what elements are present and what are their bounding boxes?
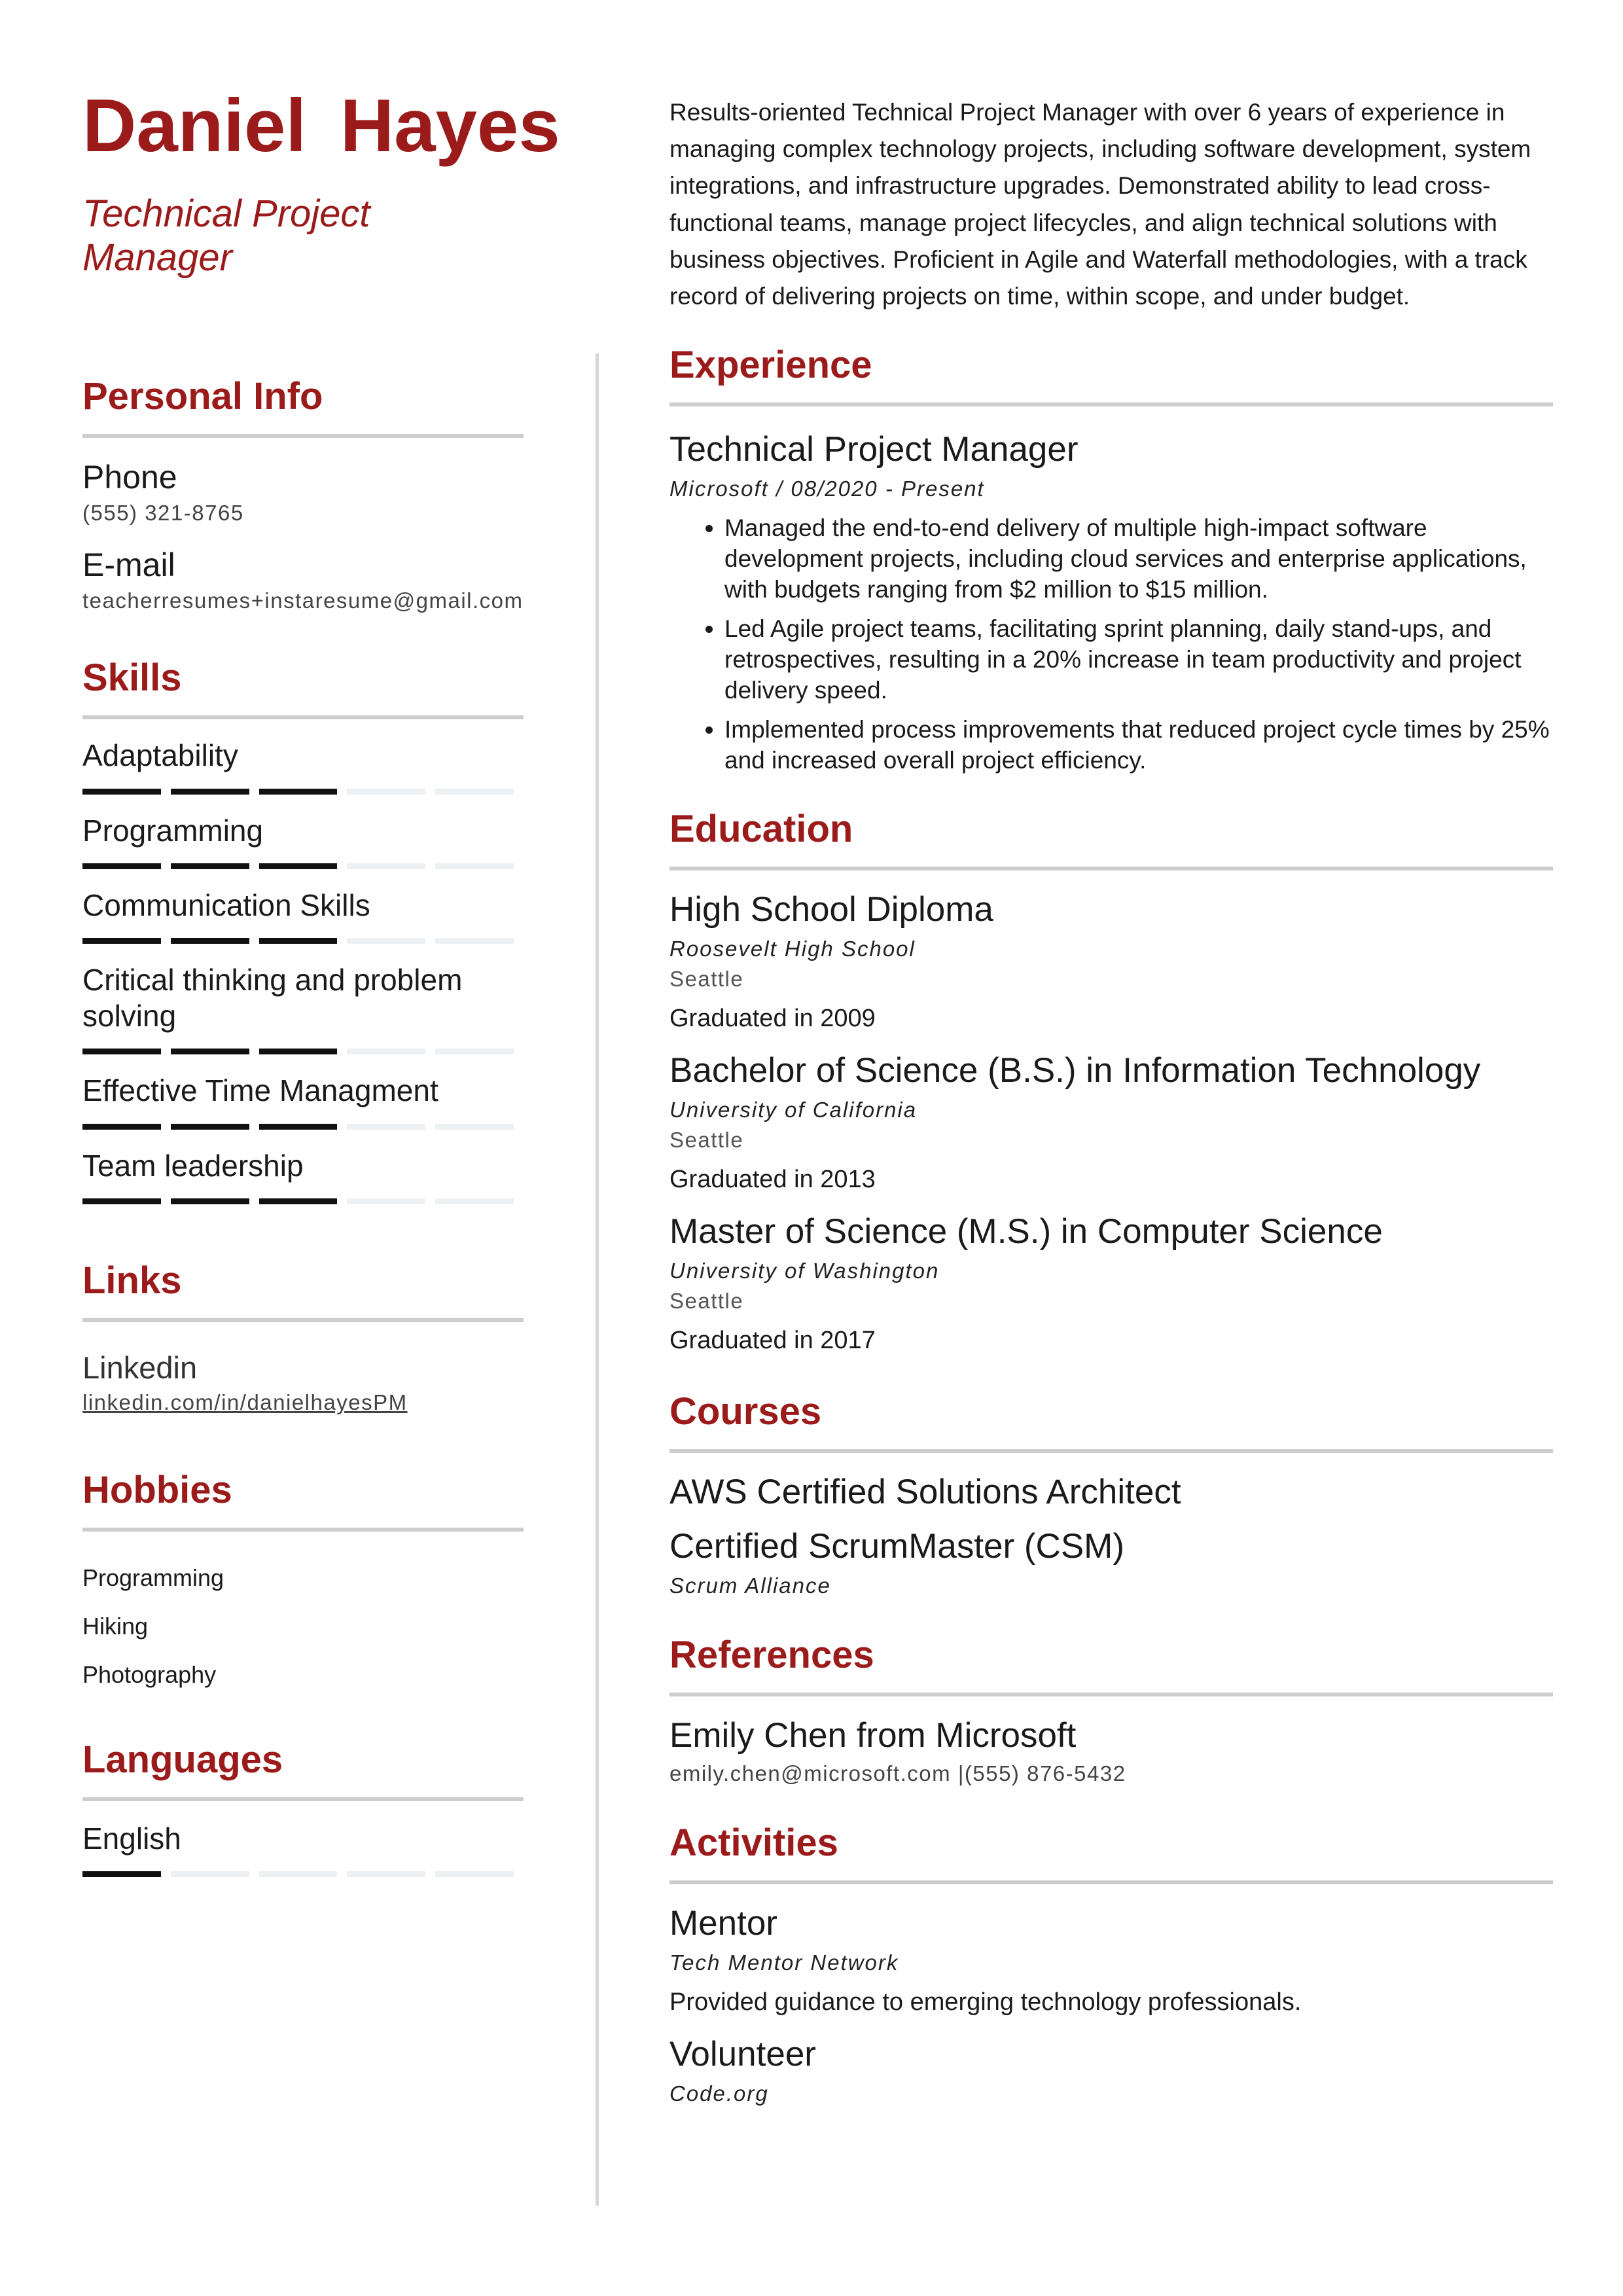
skill-item [82,738,524,794]
section-rule [669,867,1553,870]
skill-level-segment [82,1124,161,1130]
linkedin-label: Linkedin [82,1350,198,1385]
skill-level-segment [171,938,249,944]
skill-level-meter [82,1124,524,1130]
skill-level-segment [435,1049,514,1054]
skill-level-meter [82,938,524,944]
section-heading: Activities [669,1821,838,1864]
course-name: AWS Certified Solutions Architect [669,1473,1181,1512]
section-heading: Languages [82,1738,283,1782]
school: University of California [669,1098,918,1122]
job-title: Technical Project Manager [669,430,1079,469]
skill-level-segment [82,1049,161,1054]
education-entry [669,1212,1553,1355]
activity-entry [669,1904,1553,2017]
skill-item [82,962,524,1054]
skill-label: Adaptability [82,738,238,773]
education-section [669,810,1553,1355]
skill-level-segment [259,1049,338,1054]
education-entry [669,1051,1553,1194]
skill-label: Critical thinking and problem solving [82,962,463,1033]
activity-desc: Provided guidance to emerging technology professionals. [669,1988,1302,2016]
graduated: Graduated in 2009 [669,1005,876,1033]
section-rule [669,1693,1553,1696]
summary: Results-oriented Technical Project Manager with over 6 years of experience in managing complex technology projects, including software development, system integrations, and infrastructure upgrades. Demonstrated ability to lead cross-functional teams, manage project lifecycles, and align technical solutions with business objectives. Proficient in Agile and Waterfall methodologies, with a track record of delivering projects on time, within scope, and under budget. [669,99,1531,310]
education-entry [669,890,1553,1033]
email-value: teacherresumes+instaresume@gmail.com [82,588,524,613]
section-rule [669,1880,1553,1884]
skill-level-meter [82,1049,524,1054]
skill-level-segment [82,1198,161,1204]
language-level-segment [171,1871,249,1877]
skill-level-segment [171,863,249,869]
skill-item [82,1148,524,1204]
skill-level-segment [259,938,338,944]
language-level-segment [435,1871,514,1877]
section-heading: References [669,1633,874,1676]
skill-level-segment [347,789,425,795]
section-heading: Courses [669,1390,822,1433]
links-section [82,1259,524,1415]
skill-level-segment [347,938,425,944]
language-label: English [82,1821,181,1856]
skill-level-segment [82,789,161,795]
skill-item [82,1073,524,1129]
degree: Master of Science (M.S.) in Computer Science [669,1212,1383,1251]
skill-level-segment [347,1049,425,1054]
section-heading: Personal Info [82,375,323,418]
skill-item [82,813,524,869]
job-bullet: • Managed the end-to-end delivery of multiple high-impact software development projects, including cloud services and enterprise applications, with budgets ranging from $2 million to $15 million. [724,513,1553,605]
skill-level-segment [435,863,514,869]
language-level-segment [347,1871,425,1877]
candidate-name: Daniel Hayes [82,84,560,168]
skill-level-segment [259,863,338,869]
skill-level-meter [82,863,524,869]
phone-label: Phone [82,459,177,496]
degree: Bachelor of Science (B.S.) in Information Technology [669,1051,1481,1090]
references-section [669,1633,1553,1786]
skills-section [82,656,524,1204]
location: Seattle [669,1289,744,1314]
candidate-title: Technical Project Manager [82,192,370,279]
skill-label: Team leadership [82,1148,304,1183]
languages-section [82,1738,524,1877]
linkedin-link[interactable]: linkedin.com/in/danielhayesPM [82,1390,408,1415]
skill-level-segment [171,1124,249,1130]
email-label: E-mail [82,547,175,584]
hobby-item: Hiking [82,1613,149,1640]
linkedin-link-wrap [82,1390,524,1415]
location: Seattle [669,1128,744,1153]
course-name: Certified ScrumMaster (CSM) [669,1526,1124,1566]
courses-section [669,1390,1553,1598]
activity-role: Volunteer [669,2034,816,2073]
left-column [82,79,560,1877]
skill-level-segment [435,938,514,944]
section-rule [82,1528,524,1532]
right-column [669,94,1553,2106]
school: Roosevelt High School [669,937,916,961]
languages-list [82,1821,524,1877]
degree: High School Diploma [669,890,993,929]
activity-entry [669,2035,1553,2106]
skill-level-meter [82,789,524,795]
section-heading: Experience [669,344,872,387]
hobbies-list [82,1564,524,1689]
section-rule [669,403,1553,406]
skill-level-segment [171,789,249,795]
section-rule [82,715,524,719]
skill-level-segment [82,863,161,869]
graduated: Graduated in 2017 [669,1327,876,1355]
section-heading: Links [82,1259,182,1302]
phone-value: (555) 321-8765 [82,501,244,526]
activity-role: Mentor [669,1903,777,1943]
language-level-segment [82,1871,161,1877]
section-rule [82,1797,524,1801]
skill-level-segment [435,1124,514,1130]
section-heading: Skills [82,656,182,700]
skills-list [82,738,524,1204]
school: University of Washington [669,1259,940,1283]
section-heading: Education [669,808,853,851]
skill-level-segment [82,938,161,944]
skill-level-segment [171,1198,249,1204]
hobbies-section [82,1471,524,1689]
activity-org: Code.org [669,2081,769,2106]
skill-label: Communication Skills [82,888,370,922]
language-item [82,1821,524,1877]
section-heading: Hobbies [82,1469,232,1512]
language-level-segment [259,1871,338,1877]
language-level-meter [82,1871,524,1877]
activities-section [669,1821,1553,2106]
job-bullet: • Implemented process improvements that reduced project cycle times by 25% and increased overall project efficiency. [724,715,1553,776]
personal-info-section [82,375,524,613]
skill-level-segment [347,1198,425,1204]
skill-level-segment [171,1049,249,1054]
skill-level-segment [435,1198,514,1204]
hobby-item: Programming [82,1564,224,1592]
job-bullet: • Led Agile project teams, facilitating sprint planning, daily stand-ups, and retrospectives, resulting in a 20% increase in team productivity and project delivery speed. [724,614,1553,706]
graduated: Graduated in 2013 [669,1166,876,1194]
job-entry [669,430,1553,776]
course-org: Scrum Alliance [669,1573,831,1598]
skill-level-segment [259,1198,338,1204]
skill-level-segment [435,789,514,795]
skill-level-segment [347,1124,425,1130]
skill-item [82,888,524,944]
skill-level-segment [259,789,338,795]
section-rule [82,1318,524,1322]
job-meta: Microsoft / 08/2020 - Present [669,476,985,501]
hobby-item: Photography [82,1661,217,1689]
skill-label: Effective Time Managment [82,1073,438,1108]
skill-level-meter [82,1198,524,1204]
section-rule [669,1449,1553,1453]
activity-org: Tech Mentor Network [669,1950,899,1975]
column-divider [596,353,599,2206]
reference-name: Emily Chen from Microsoft [669,1715,1077,1755]
skill-level-segment [347,863,425,869]
section-rule [82,434,524,438]
reference-contact: emily.chen@microsoft.com |(555) 876-5432 [669,1761,1126,1785]
job-bullets [669,513,1553,776]
skill-level-segment [259,1124,338,1130]
location: Seattle [669,967,744,992]
skill-label: Programming [82,813,264,848]
experience-section [669,346,1553,776]
